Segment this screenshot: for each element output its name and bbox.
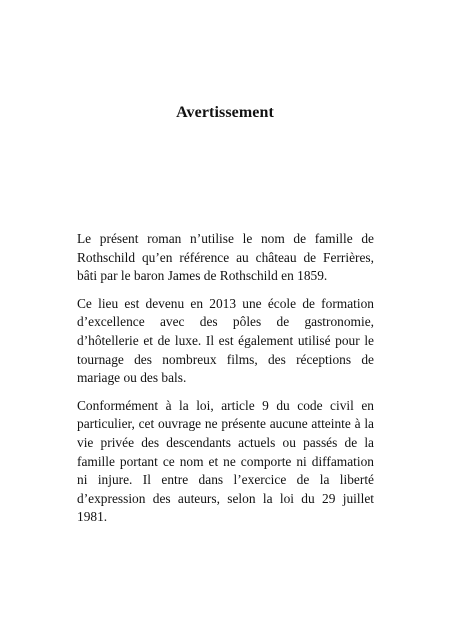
body-text [77, 230, 374, 536]
paragraph-2: Ce lieu est devenu en 2013 une école de formation d’excellence avec des pôles de gastronomie, d’hôtellerie et de luxe. Il est également utilisé pour le tournage des nombreux films, des réceptions de mariage ou des bals. [77, 295, 374, 386]
page-title: Avertissement [176, 104, 274, 121]
paragraph-1: Le présent roman n’utilise le nom de famille de Rothschild qu’en référence au château de Ferrières, bâti par le baron James de Rothschild en 1859. [77, 231, 374, 284]
paragraph-3: Conformément à la loi, article 9 du code civil en particulier, cet ouvrage ne présente aucune atteinte à la vie privée des descendants actuels ou passés de la famille portant ce nom et ne comporte ni diffamation ni injure. Il entre dans l’exercice de la liberté d’expression des auteurs, selon la loi du 29 juillet 1981. [77, 397, 374, 525]
